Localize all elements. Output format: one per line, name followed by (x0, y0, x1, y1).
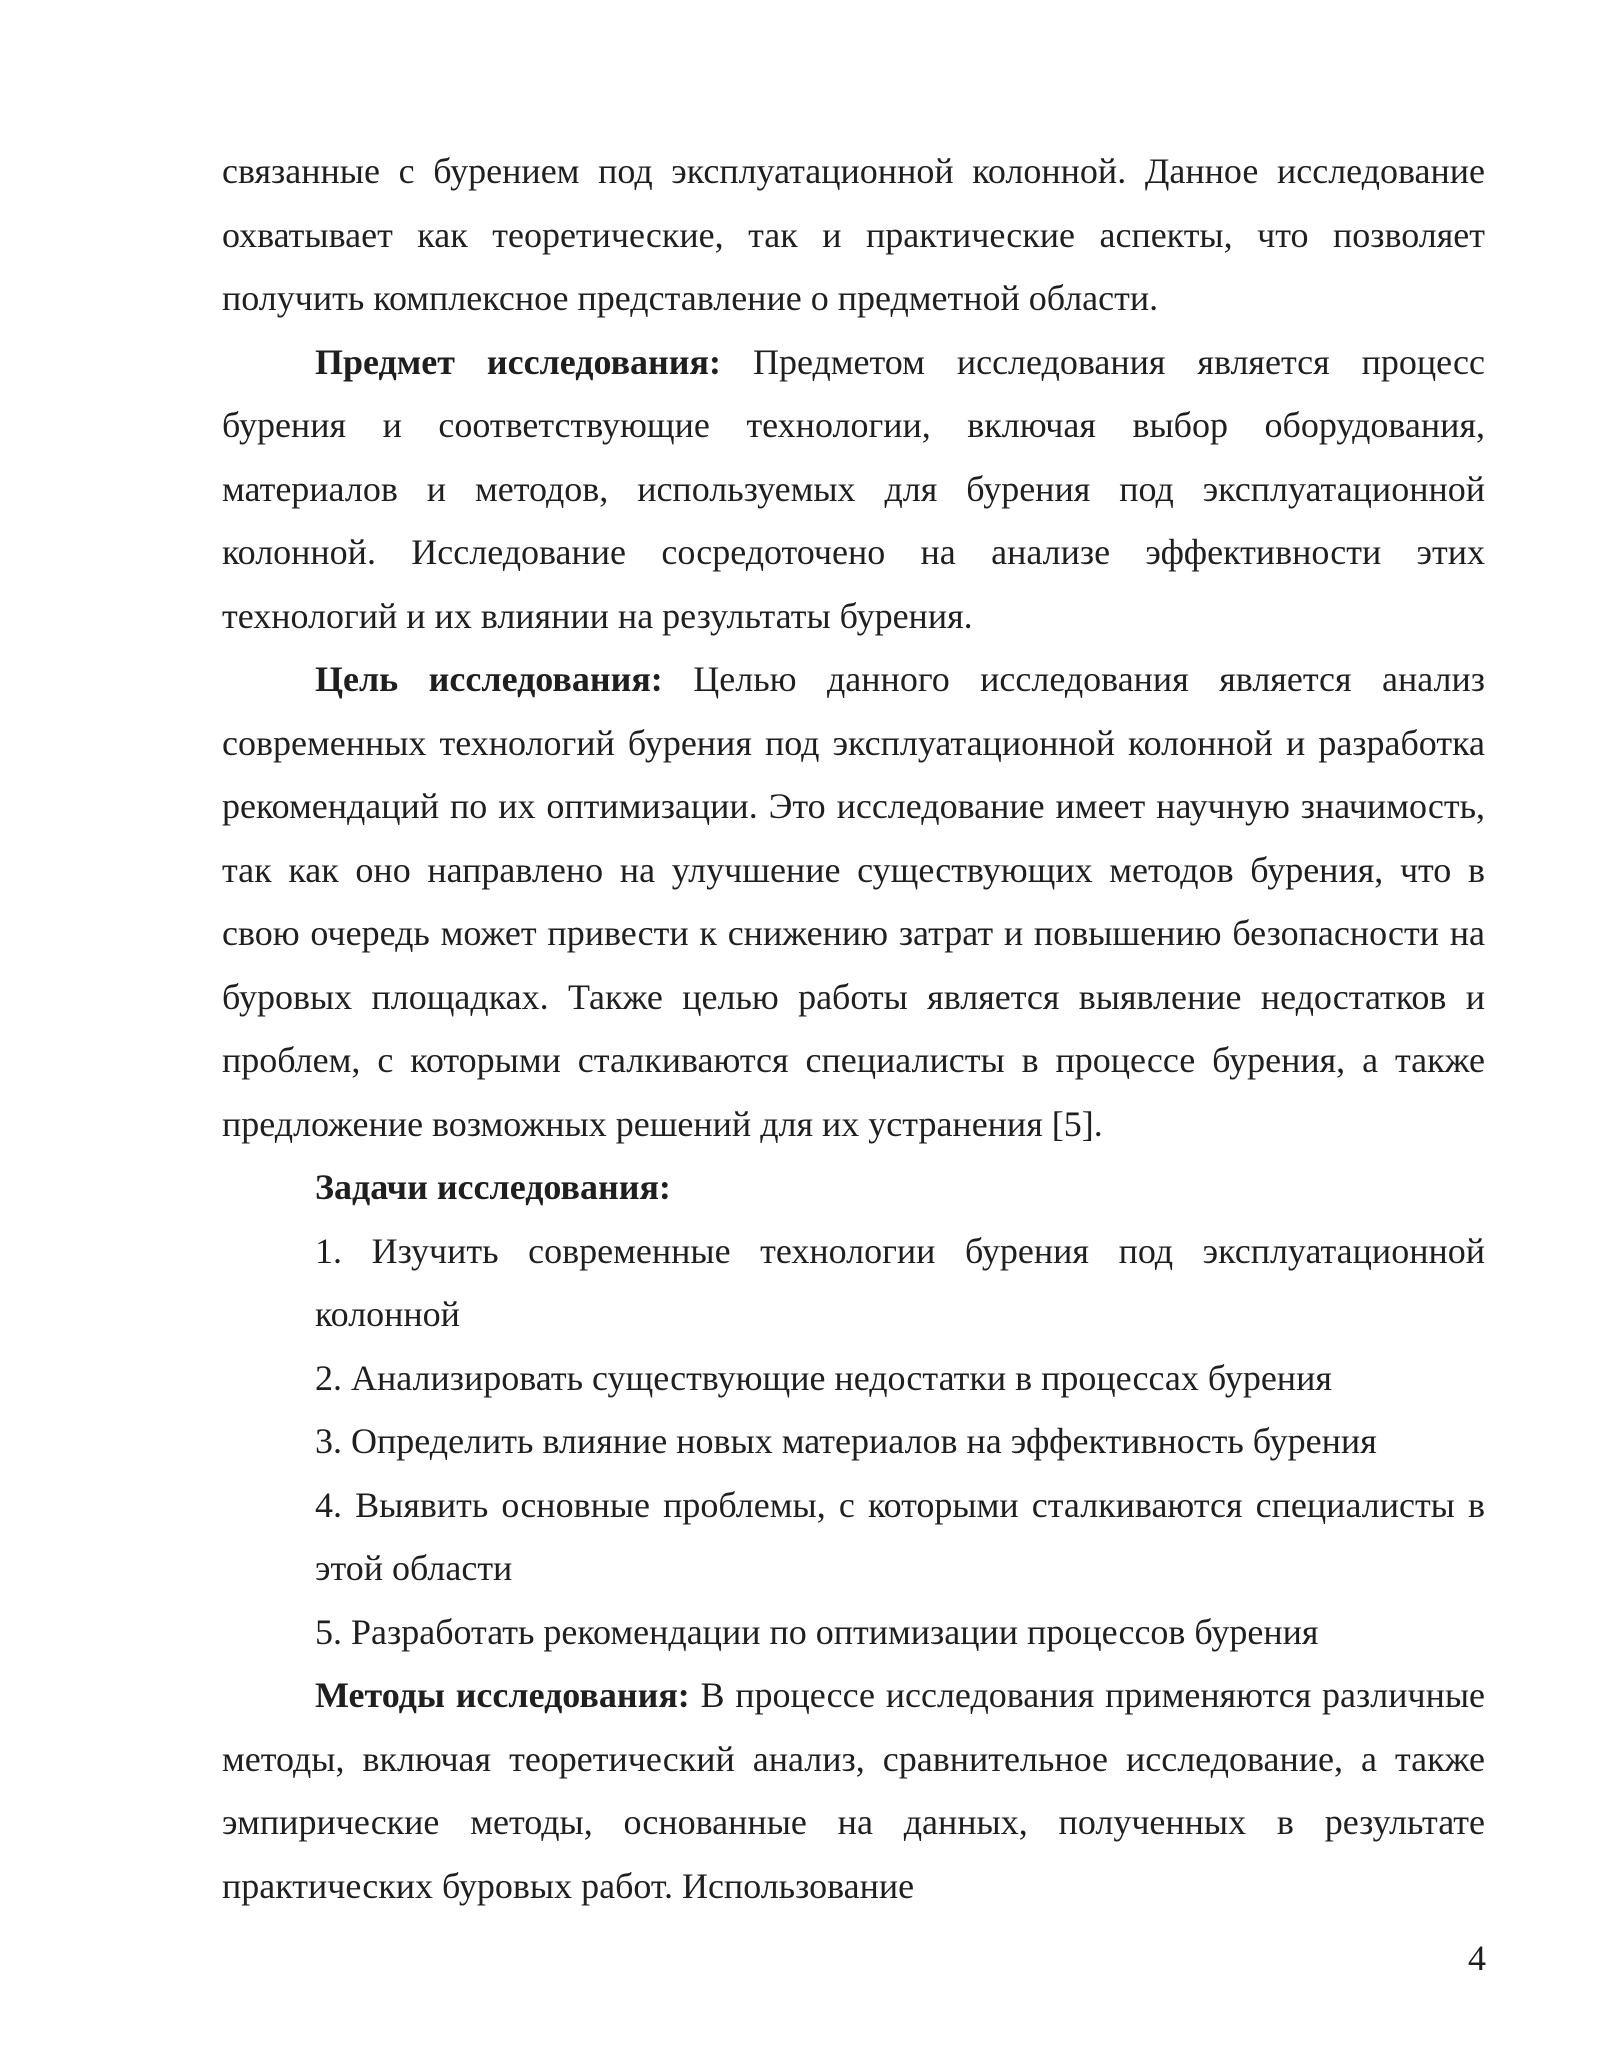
task-item-5: 5. Разработать рекомендации по оптимизации процессов бурения (315, 1611, 1319, 1652)
document-body (222, 140, 1485, 1918)
methods-text: В процессе исследования применяются различные методы, включая теоретический анализ, сравнительное исследование, а также эмпирические методы, основанные на данных, полученных в результате практических буровых работ. Использование (222, 1675, 1485, 1906)
intro-paragraph: связанные с бурением под эксплуатационной колонной. Данное исследование охватывает как теоретические, так и практические аспекты, что позволяет получить комплексное представление о предметной области. (222, 151, 1485, 318)
subject-paragraph (222, 331, 1485, 649)
task-item-4: 4. Выявить основные проблемы, с которыми сталкиваются специалисты в этой области (315, 1484, 1485, 1588)
task-item-2: 2. Анализировать существующие недостатки в процессах бурения (315, 1357, 1332, 1398)
subject-heading: Предмет исследования: (315, 341, 721, 382)
task-item-1: 1. Изучить современные технологии бурения под эксплуатационной колонной (315, 1230, 1485, 1334)
tasks-heading: Задачи исследования: (315, 1167, 671, 1207)
tasks-list (222, 1220, 1485, 1665)
page-number: 4 (1468, 1938, 1486, 1978)
task-item-3: 3. Определить влияние новых материалов на эффективность бурения (315, 1421, 1377, 1461)
goal-text: Целью данного исследования является анализ современных технологий бурения под эксплуатационной колонной и разработка рекомендаций по их оптимизации. Это исследование имеет научную значимость, так как оно направлено на улучшение существующих методов бурения, что в свою очередь может привести к снижению затрат и повышению безопасности на буровых площадках. Также целью работы является выявление недостатков и проблем, с которыми сталкиваются специалисты в процессе бурения, а также предложение возможных решений для их устранения [5]. (222, 659, 1485, 1144)
goal-paragraph (222, 648, 1485, 1156)
methods-heading: Методы исследования: (315, 1675, 690, 1715)
goal-heading: Цель исследования: (315, 659, 663, 699)
subject-text: Предметом исследования является процесс бурения и соответствующие технологии, включая выбор оборудования, материалов и методов, используемых для бурения под эксплуатационной колонной. Исследование сосредоточено на анализе эффективности этих технологий и их влиянии на результаты бурения. (222, 341, 1485, 636)
methods-paragraph (222, 1664, 1485, 1918)
